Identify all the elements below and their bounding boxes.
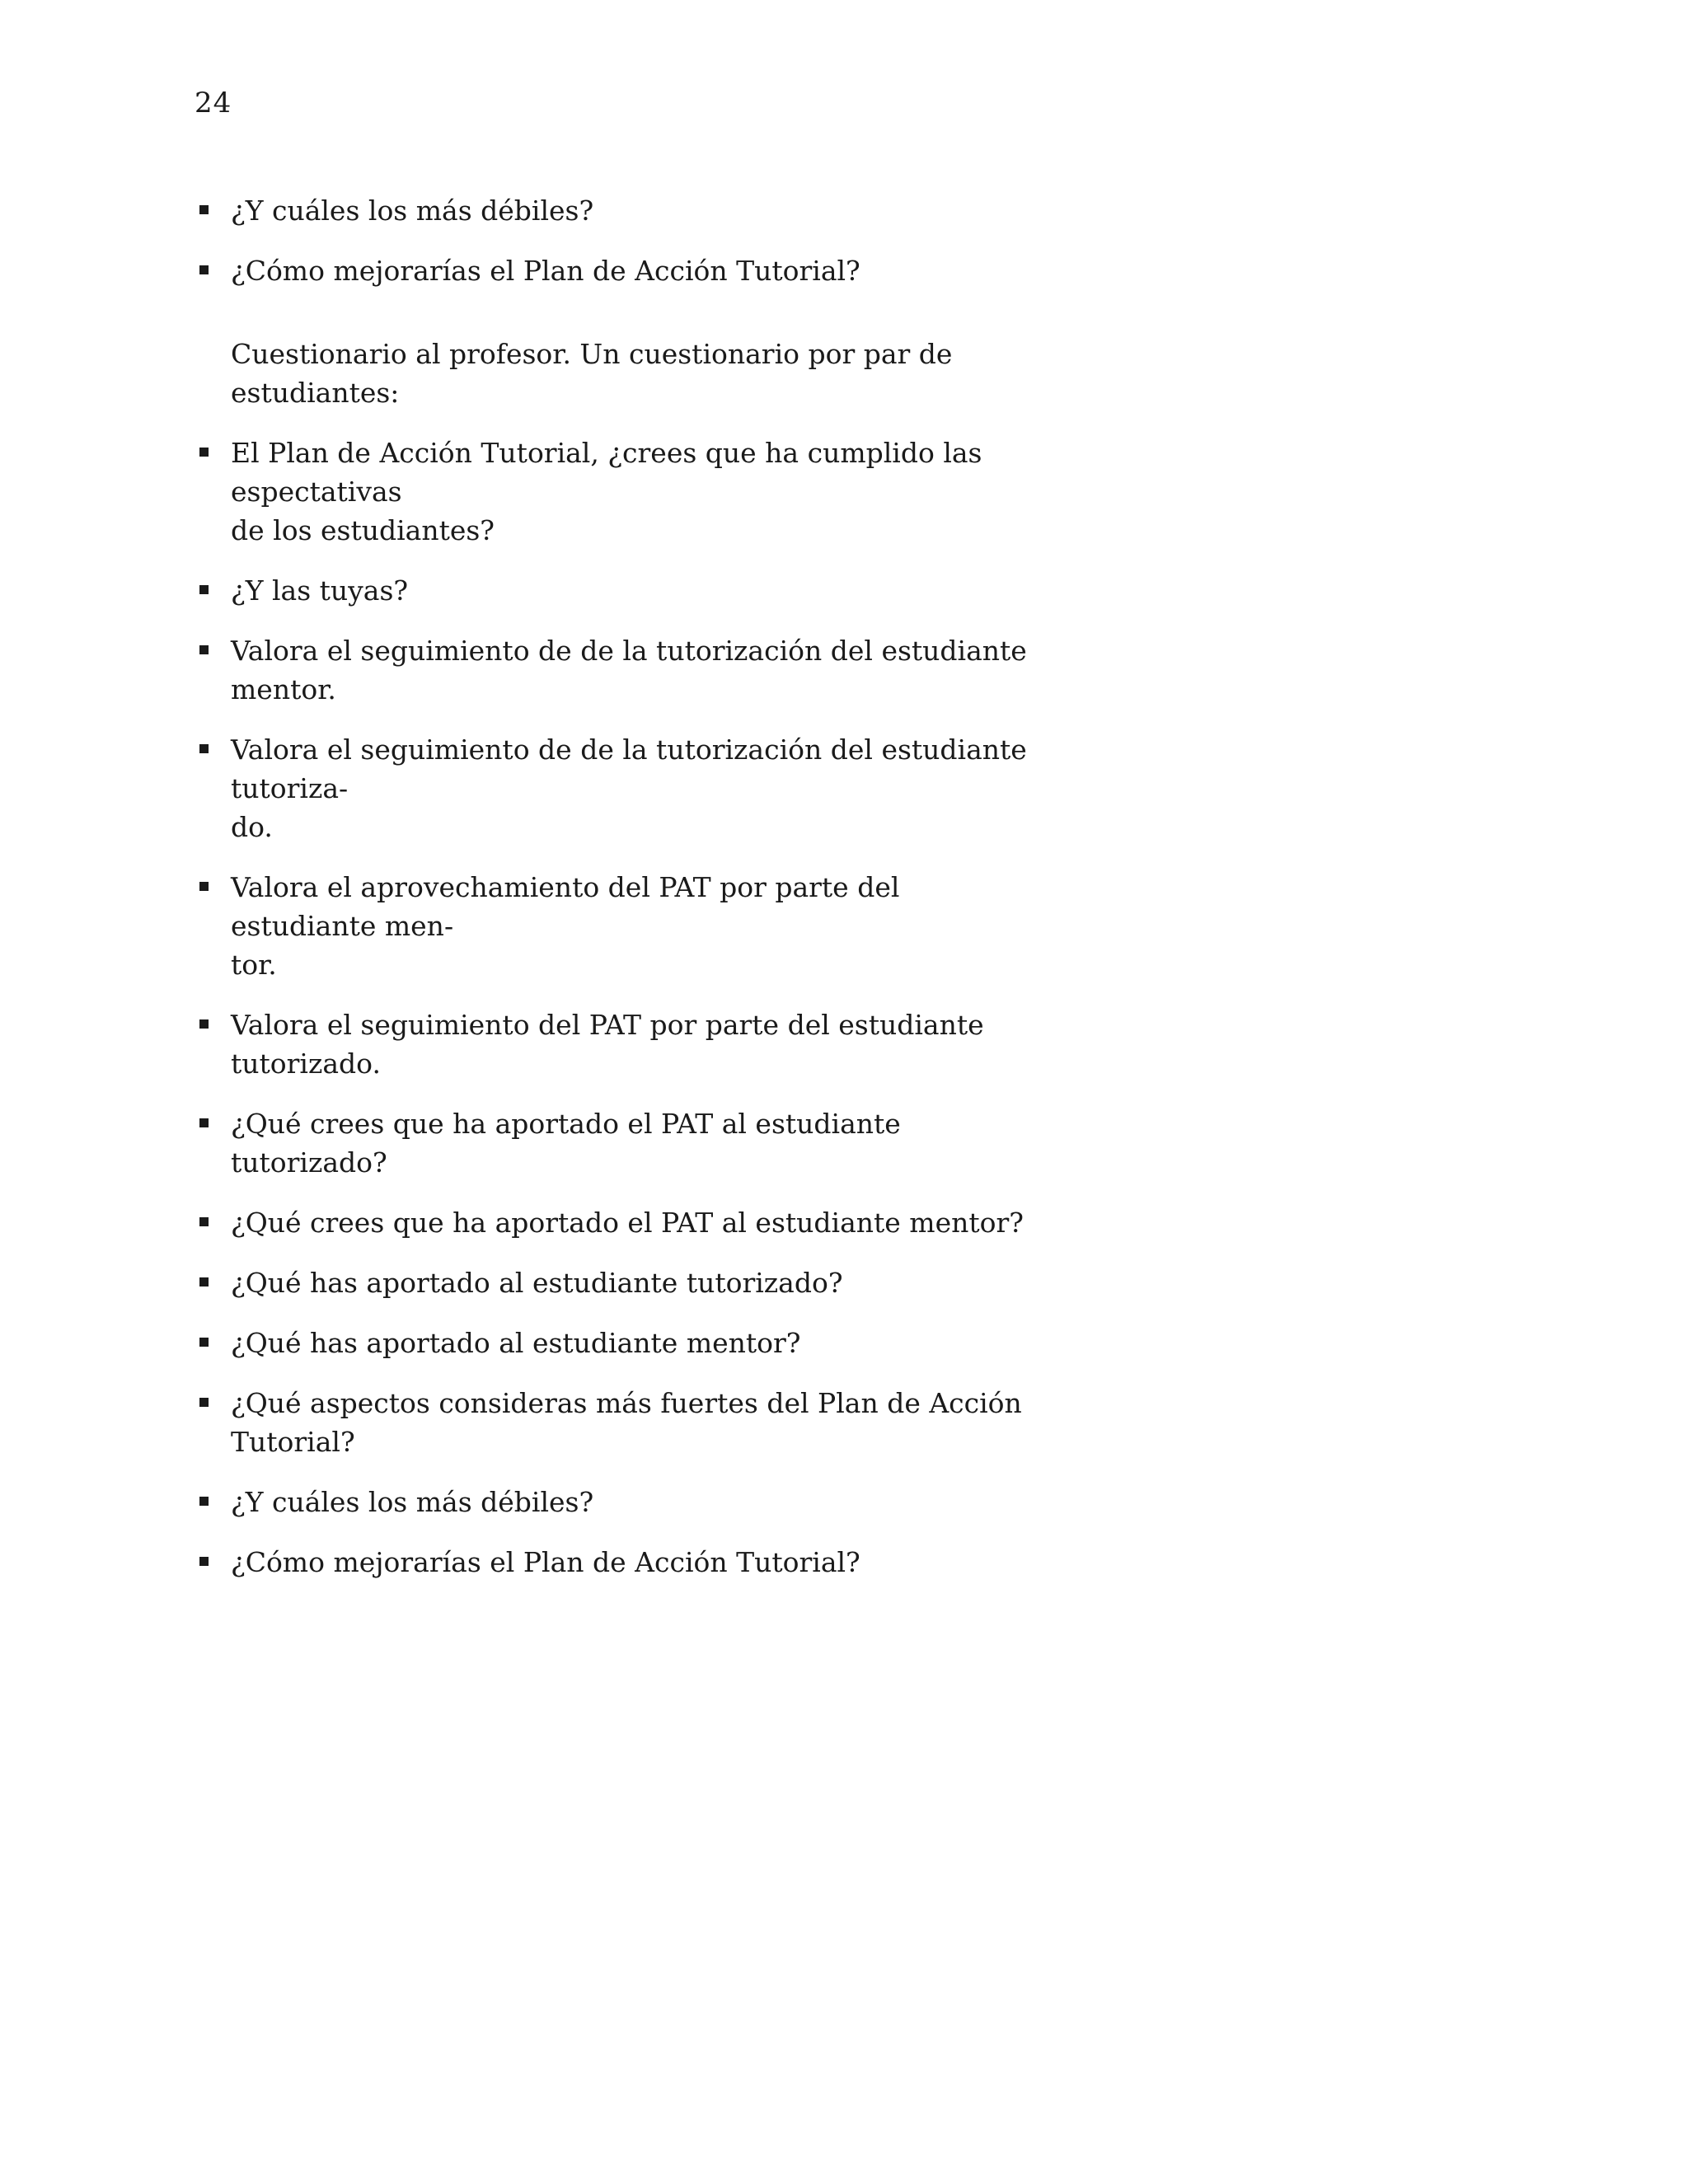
list-item bbox=[195, 434, 1052, 550]
list-item bbox=[195, 1203, 1052, 1242]
square-bullet-icon bbox=[199, 1497, 209, 1506]
teacher-question-list bbox=[195, 434, 1052, 1582]
teacher-questionnaire-intro: Cuestionario al profesor. Un cuestionario por par de estudiantes: bbox=[231, 338, 953, 409]
square-bullet-icon bbox=[199, 744, 209, 753]
list-item bbox=[195, 1384, 1052, 1461]
question-line: Valora el seguimiento de de la tutorización del estudiante mentor. bbox=[231, 635, 1027, 705]
square-bullet-icon bbox=[199, 1557, 209, 1566]
question-line: El Plan de Acción Tutorial, ¿crees que ha cumplido las espectativas bbox=[231, 437, 982, 508]
square-bullet-icon bbox=[199, 1338, 209, 1347]
square-bullet-icon bbox=[199, 448, 209, 457]
list-item bbox=[195, 1263, 1052, 1302]
list-item bbox=[195, 571, 1052, 610]
question-line: Valora el seguimiento de de la tutorización del estudiante tutoriza- bbox=[231, 733, 1027, 804]
question-line: ¿Qué aspectos consideras más fuertes del Plan de Acción Tutorial? bbox=[231, 1387, 1022, 1458]
list-item bbox=[195, 1005, 1052, 1083]
square-bullet-icon bbox=[199, 645, 209, 654]
student-question-list-end bbox=[195, 191, 1052, 290]
square-bullet-icon bbox=[199, 882, 209, 891]
question-line: ¿Qué has aportado al estudiante tutorizado? bbox=[231, 1267, 843, 1299]
page-number: 24 bbox=[195, 87, 232, 120]
list-item bbox=[195, 1104, 1052, 1182]
question-line: Valora el seguimiento del PAT por parte del estudiante tutorizado. bbox=[231, 1009, 984, 1080]
question-line: tor. bbox=[231, 949, 277, 981]
list-item bbox=[195, 730, 1052, 846]
question-line: Valora el aprovechamiento del PAT por parte del estudiante men- bbox=[231, 871, 900, 942]
square-bullet-icon bbox=[199, 1019, 209, 1029]
square-bullet-icon bbox=[199, 265, 209, 274]
list-item bbox=[195, 251, 1052, 290]
list-item bbox=[195, 1483, 1052, 1521]
page-body bbox=[195, 191, 1052, 1603]
question-line: de los estudiantes? bbox=[231, 514, 495, 546]
question-line: ¿Cómo mejorarías el Plan de Acción Tutorial? bbox=[231, 1546, 860, 1578]
square-bullet-icon bbox=[199, 1217, 209, 1226]
question-line: ¿Qué crees que ha aportado el PAT al estudiante mentor? bbox=[231, 1207, 1024, 1239]
square-bullet-icon bbox=[199, 1118, 209, 1127]
question-line: ¿Qué crees que ha aportado el PAT al estudiante tutorizado? bbox=[231, 1108, 901, 1179]
question-line: ¿Y cuáles los más débiles? bbox=[231, 1486, 594, 1518]
square-bullet-icon bbox=[199, 1398, 209, 1407]
list-item bbox=[195, 1324, 1052, 1362]
list-item bbox=[195, 191, 1052, 230]
square-bullet-icon bbox=[199, 1277, 209, 1286]
question-line: do. bbox=[231, 811, 273, 843]
question-line: ¿Y las tuyas? bbox=[231, 574, 409, 607]
square-bullet-icon bbox=[199, 205, 209, 214]
question-text: ¿Y cuáles los más débiles? bbox=[231, 194, 594, 227]
list-item bbox=[195, 1543, 1052, 1582]
list-item bbox=[195, 631, 1052, 709]
question-line: ¿Qué has aportado al estudiante mentor? bbox=[231, 1327, 801, 1359]
list-item bbox=[195, 868, 1052, 984]
question-text: ¿Cómo mejorarías el Plan de Acción Tutorial? bbox=[231, 255, 860, 287]
square-bullet-icon bbox=[199, 585, 209, 594]
